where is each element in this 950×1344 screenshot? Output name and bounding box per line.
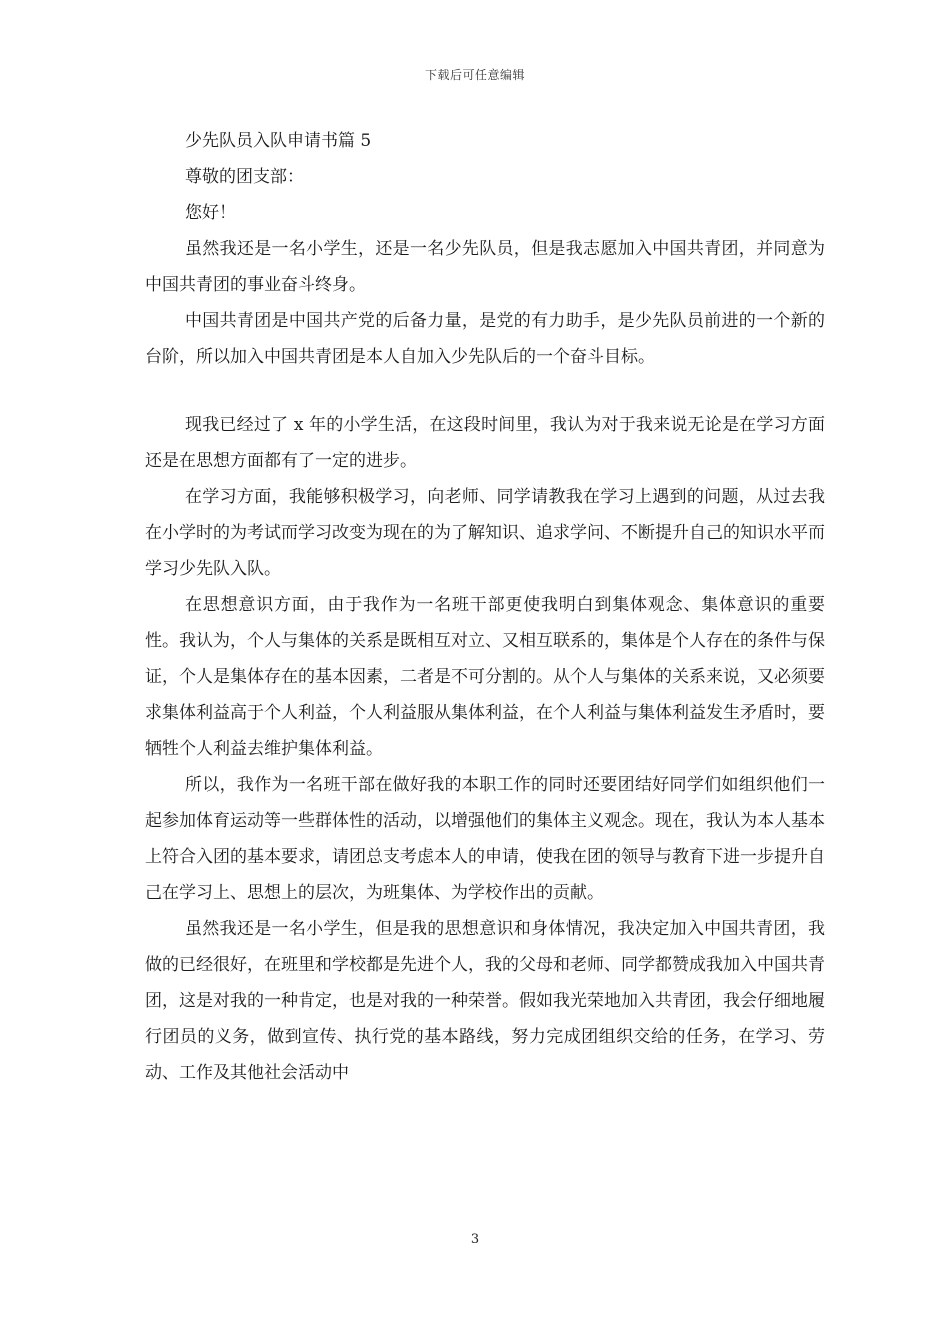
- greeting: 您好！: [185, 203, 236, 223]
- paragraph-1: 虽然我还是一名小学生，还是一名少先队员，但是我志愿加入中国共青团，并同意为中国共青团的事业奋斗终身。: [145, 239, 825, 295]
- paragraph-gap: [145, 375, 825, 407]
- paragraph-2: 中国共青团是中国共产党的后备力量，是党的有力助手，是少先队员前进的一个新的台阶，所以加入中国共青团是本人自加入少先队后的一个奋斗目标。: [145, 311, 825, 367]
- document-title: 少先队员入队申请书篇 5: [185, 131, 372, 151]
- page-number: 3: [470, 1232, 480, 1247]
- paragraph-3: 现我已经过了 x 年的小学生活，在这段时间里，我认为对于我来说无论是在学习方面还是在思想方面都有了一定的进步。: [145, 415, 825, 471]
- paragraph-4: 在学习方面，我能够积极学习，向老师、同学请教我在学习上遇到的问题，从过去我在小学时的为考试而学习改变为现在的为了解知识、追求学问、不断提升自己的知识水平而学习少先队入队。: [145, 487, 825, 579]
- salutation: 尊敬的团支部：: [185, 167, 304, 187]
- page-header: 下载后可任意编辑: [424, 68, 525, 82]
- paragraph-7: 虽然我还是一名小学生，但是我的思想意识和身体情况，我决定加入中国共青团，我做的已经很好，在班里和学校都是先进个人，我的父母和老师、同学都赞成我加入中国共青团，这是对我的一种肯定，也是对我的一种荣誉。假如我光荣地加入共青团，我会仔细地履行团员的义务，做到宣传、执行党的基本路线，努力完成团组织交给的任务，在学习、劳动、工作及其他社会活动中: [145, 919, 825, 1083]
- paragraph-6: 所以，我作为一名班干部在做好我的本职工作的同时还要团结好同学们如组织他们一起参加体育运动等一些群体性的活动，以增强他们的集体主义观念。现在，我认为本人基本上符合入团的基本要求，请团总支考虑本人的申请，使我在团的领导与教育下进一步提升自己在学习上、思想上的层次，为班集体、为学校作出的贡献。: [145, 775, 825, 903]
- document-body: [145, 123, 825, 1091]
- paragraph-5: 在思想意识方面，由于我作为一名班干部更使我明白到集体观念、集体意识的重要性。我认为，个人与集体的关系是既相互对立、又相互联系的，集体是个人存在的条件与保证，个人是集体存在的基本因素，二者是不可分割的。从个人与集体的关系来说，又必须要求集体利益高于个人利益，个人利益服从集体利益，在个人利益与集体利益发生矛盾时，要牺牲个人利益去维护集体利益。: [145, 595, 825, 759]
